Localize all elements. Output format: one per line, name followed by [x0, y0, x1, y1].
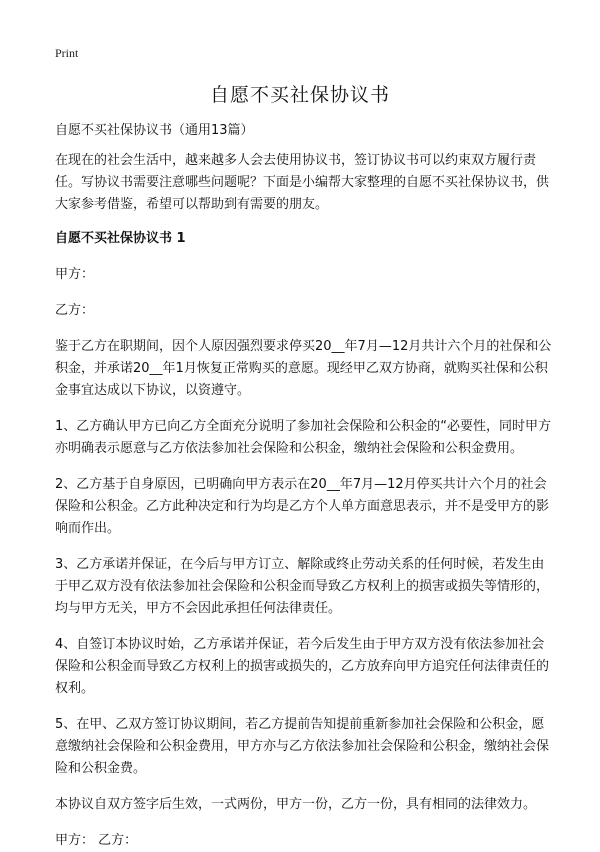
paragraph-clause-4: 4、自签订本协议时始，乙方承诺并保证，若今后发生由于甲方双方没有依法参加社会保险和公积金而导致乙方权利上的损害或损失的，乙方放弃向甲方追究任何法律责任的权利。 — [55, 637, 550, 696]
intro-paragraph: 在现在的社会生活中，越来越多人会去使用协议书，签订协议书可以约束双方履行责任。写协议书需要注意哪些问题呢？下面是小编帮大家整理的自愿不买社保协议书，供大家参考借鉴，希望可以帮助到有需要的朋友。 — [55, 153, 550, 212]
paragraph-clause-2: 2、乙方基于自身原因，已明确向甲方表示在20__年7月—12月停买共计六个月的社会保险和公积金。乙方此种决定和行为均是乙方个人单方面意思表示，并不是受甲方的影响而作出。 — [55, 477, 550, 536]
paragraph-preamble: 鉴于乙方在职期间，因个人原因强烈要求停买20__年7月—12月共计六个月的社保和公积金，并承诺20__年1月恢复正常购买的意愿。现经甲乙双方协商，就购买社保和公积金事宜达成以下协议，以资遵守。 — [55, 339, 552, 398]
signature-line: 甲方： 乙方： — [55, 833, 138, 848]
paragraph-clause-3: 3、乙方承诺并保证，在今后与甲方订立、解除或终止劳动关系的任何时候，若发生由于甲乙双方没有依法参加社会保险和公积金而导致乙方权利上的损害或损失等情形的，均与甲方无关，甲方不会因此承担任何法律责任。 — [55, 557, 550, 616]
party-b-label: 乙方： — [55, 303, 95, 318]
document-subtitle: 自愿不买社保协议书（通用13篇） — [55, 123, 254, 138]
print-link[interactable]: Print — [55, 46, 79, 60]
paragraph-clause-1: 1、乙方确认甲方已向乙方全面充分说明了参加社会保险和公积金的“必要性，同时甲方亦明确表示愿意与乙方依法参加社会保险和公积金，缴纳社会保险和公积金费用。 — [55, 419, 552, 456]
document-body — [55, 120, 555, 852]
paragraph-effectiveness: 本协议自双方签字后生效，一式两份，甲方一份，乙方一份，具有相同的法律效力。 — [55, 797, 537, 812]
paragraph-clause-5: 5、在甲、乙双方签订协议期间，若乙方提前告知提前重新参加社会保险和公积金，愿意缴纳社会保险和公积金费用，甲方亦与乙方依法参加社会保险和公积金，缴纳社会保险和公积金费。 — [55, 717, 550, 776]
party-a-label: 甲方： — [55, 267, 95, 282]
page-title: 自愿不买社保协议书 — [209, 84, 390, 106]
section-heading: 自愿不买社保协议书 1 — [55, 231, 186, 246]
